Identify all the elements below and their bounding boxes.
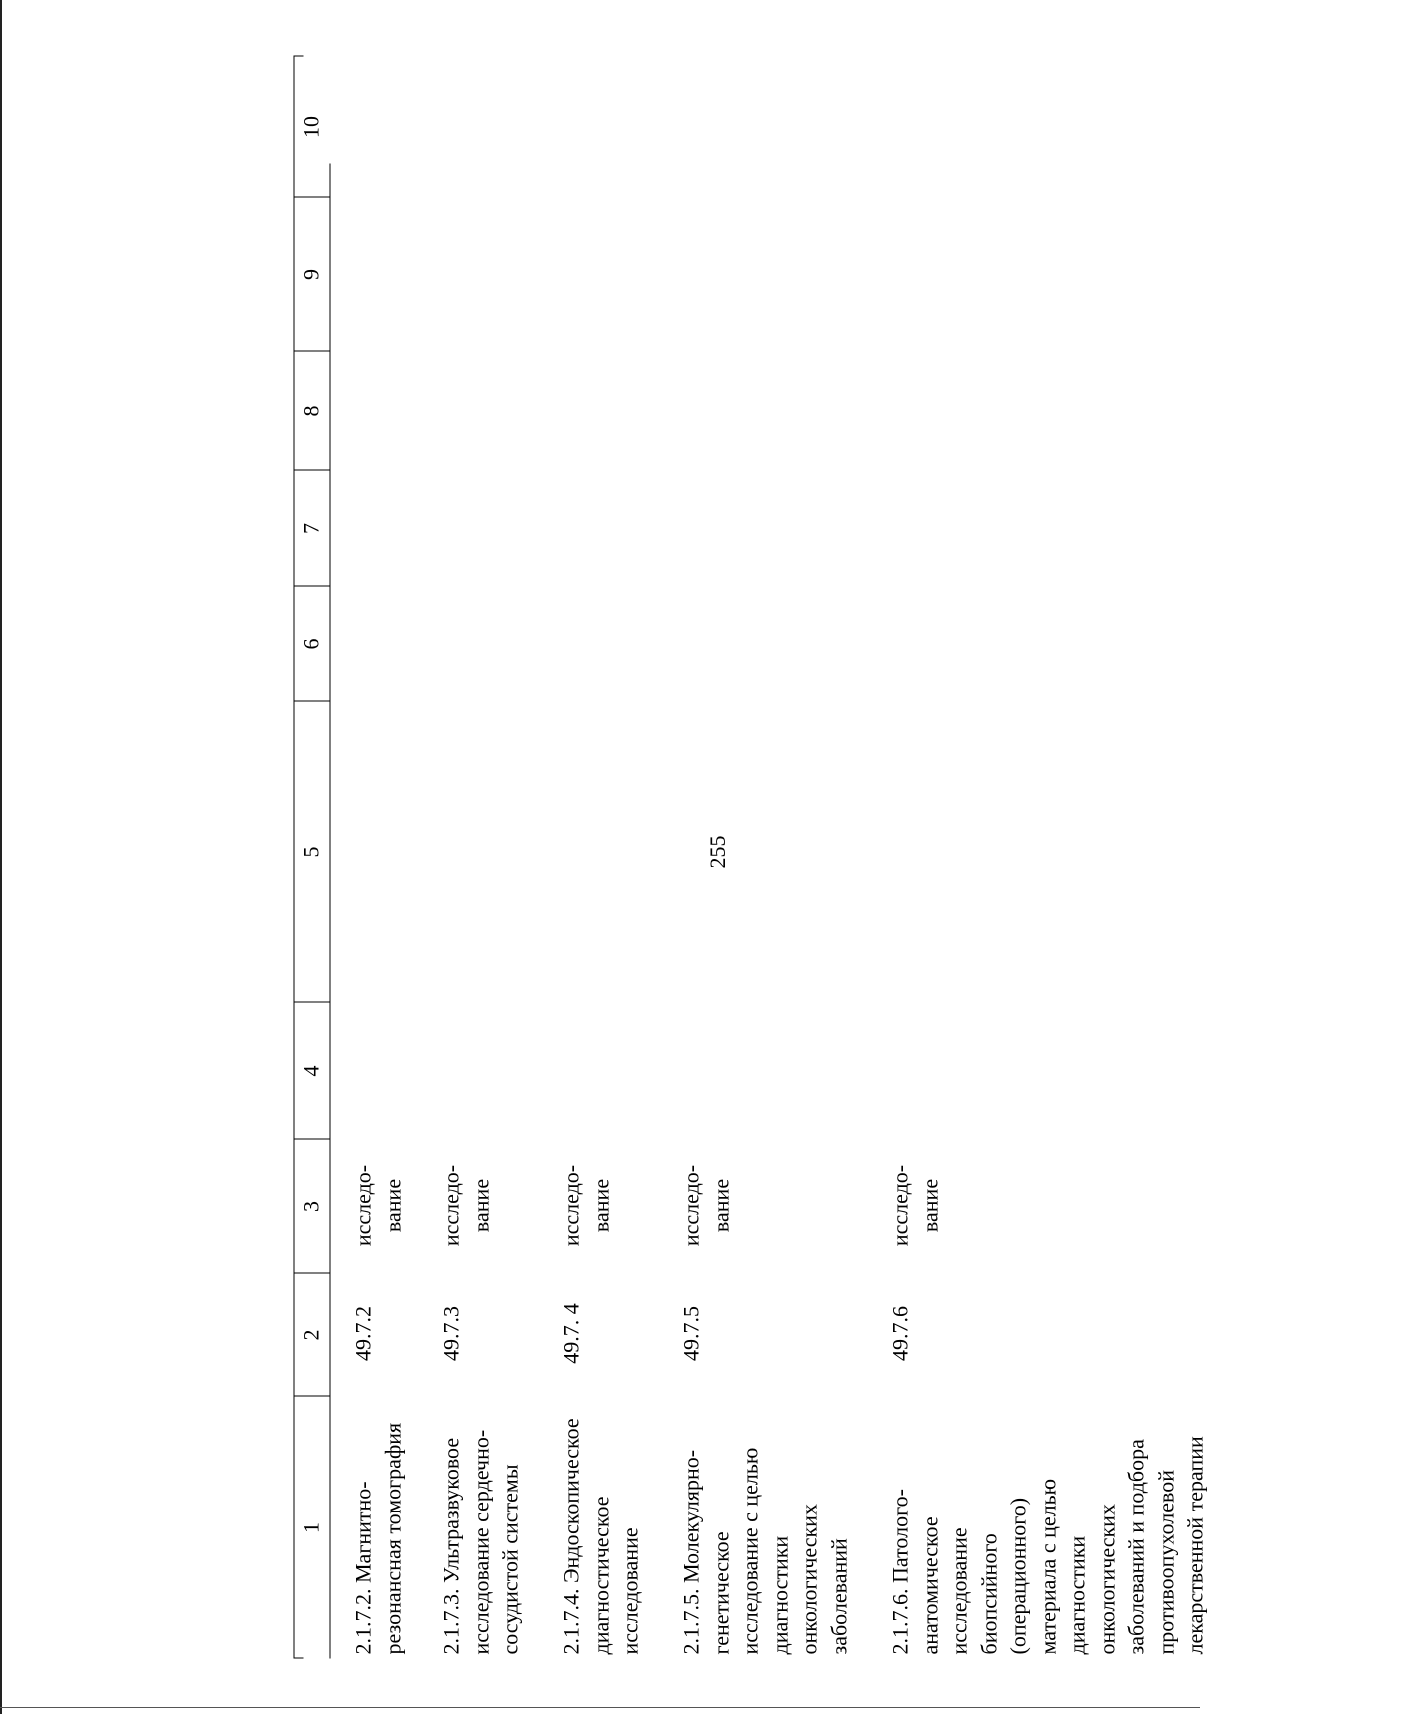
table-row-5-name	[885, 1405, 1210, 1655]
table-grid	[293, 56, 1411, 1659]
table-row-5-unit	[885, 1146, 944, 1266]
table-row-2-unit-line: исследо-	[438, 1164, 463, 1247]
table-row-5-unit-line: вание	[916, 1178, 942, 1233]
page-number: 255	[705, 835, 730, 869]
table-row-1-name-line: резонансная томография	[379, 1422, 405, 1655]
table-row-4-name-line: исследование с целью	[737, 1447, 762, 1655]
header-col-6: 6	[298, 638, 323, 650]
table-row-3-code: 49.7. 4	[558, 1303, 583, 1364]
table-row-5-name-line: противоопухолевой	[1152, 1469, 1178, 1655]
header-col-7: 7	[298, 523, 323, 534]
table-row-3-name-line: исследование	[617, 1527, 642, 1655]
header-col-1: 1	[298, 1522, 323, 1533]
table-row-4-unit	[676, 1146, 735, 1266]
table-row-4-name-line: генетическое	[707, 1531, 733, 1655]
header-col-4: 4	[298, 1065, 323, 1077]
table-row-5-name-line: исследование	[946, 1527, 971, 1655]
header-col-5: 5	[298, 846, 323, 858]
table-row-2-name-line: исследование сердечно-	[467, 1429, 493, 1655]
table-row-2-code: 49.7.3	[438, 1306, 463, 1361]
rotated-table	[293, 56, 1411, 1659]
header-bottom-rule	[329, 164, 330, 1659]
table-row-5-name-line: лекарственной терапии	[1182, 1436, 1207, 1655]
table-row-3-name-line: 2.1.7.4. Эндоскопическое	[558, 1418, 583, 1655]
table-row-1-unit	[348, 1146, 407, 1266]
table-row-1-name	[348, 1405, 407, 1655]
table-row-4-code: 49.7.5	[678, 1306, 703, 1361]
header-col-3: 3	[298, 1201, 323, 1212]
table-row-2-unit	[436, 1146, 495, 1266]
table-row-5-name-line: анатомическое	[916, 1516, 942, 1655]
table-row-1-code: 49.7.2	[350, 1306, 375, 1361]
header-col-2: 2	[298, 1329, 323, 1341]
header-col-8: 8	[298, 405, 323, 417]
table-top-rule	[293, 56, 294, 1659]
table-row-5-code: 49.7.6	[887, 1306, 912, 1361]
table-row-5-unit-line: исследо-	[887, 1164, 912, 1247]
table-row-3-name	[556, 1405, 645, 1655]
table-row-5-name-line: заболеваний и подбора	[1123, 1439, 1148, 1655]
table-row-3-unit-line: вание	[587, 1178, 613, 1233]
table-row-5-name-line: биопсийного	[975, 1533, 1001, 1655]
table-row-5-name-line: онкологических	[1093, 1504, 1119, 1655]
table-row-2-name	[436, 1405, 525, 1655]
table-row-4-name-line: онкологических	[796, 1504, 821, 1655]
table-row-2-unit-line: вание	[467, 1178, 493, 1233]
table-row-1-unit-line: вание	[379, 1178, 405, 1233]
table-row-4-name-line: 2.1.7.5. Молекулярно-	[678, 1449, 703, 1655]
table-row-1-unit-line: исследо-	[350, 1164, 375, 1247]
table-row-2-name-line: 2.1.7.3. Ультразвуковое	[438, 1437, 463, 1655]
table-row-5-name-line: 2.1.7.6. Патолого-	[887, 1489, 912, 1655]
table-row-4-name-line: заболеваний	[825, 1538, 851, 1655]
table-row-5-name-line: диагностики	[1064, 1535, 1089, 1655]
table-row-4-unit-line: вание	[707, 1178, 733, 1233]
table-row-3-unit	[556, 1146, 615, 1266]
header-col-9: 9	[298, 269, 323, 280]
header-col-10: 10	[298, 116, 323, 138]
table-row-4-unit-line: исследо-	[678, 1164, 703, 1247]
table-row-5-name-line: (операционного)	[1005, 1497, 1030, 1655]
table-row-5-name-line: материала с целью	[1034, 1478, 1060, 1655]
table-row-2-name-line: сосудистой системы	[497, 1464, 522, 1655]
table-row-1-name-line: 2.1.7.2. Магнитно-	[350, 1481, 375, 1655]
scan-left-edge	[0, 0, 2, 1714]
table-row-3-name-line: диагностическое	[587, 1496, 613, 1655]
scan-bottom-edge	[0, 1707, 1200, 1708]
table-row-4-name-line: диагностики	[766, 1535, 792, 1655]
table-row-4-name	[676, 1405, 853, 1655]
table-row-3-unit-line: исследо-	[558, 1164, 583, 1247]
